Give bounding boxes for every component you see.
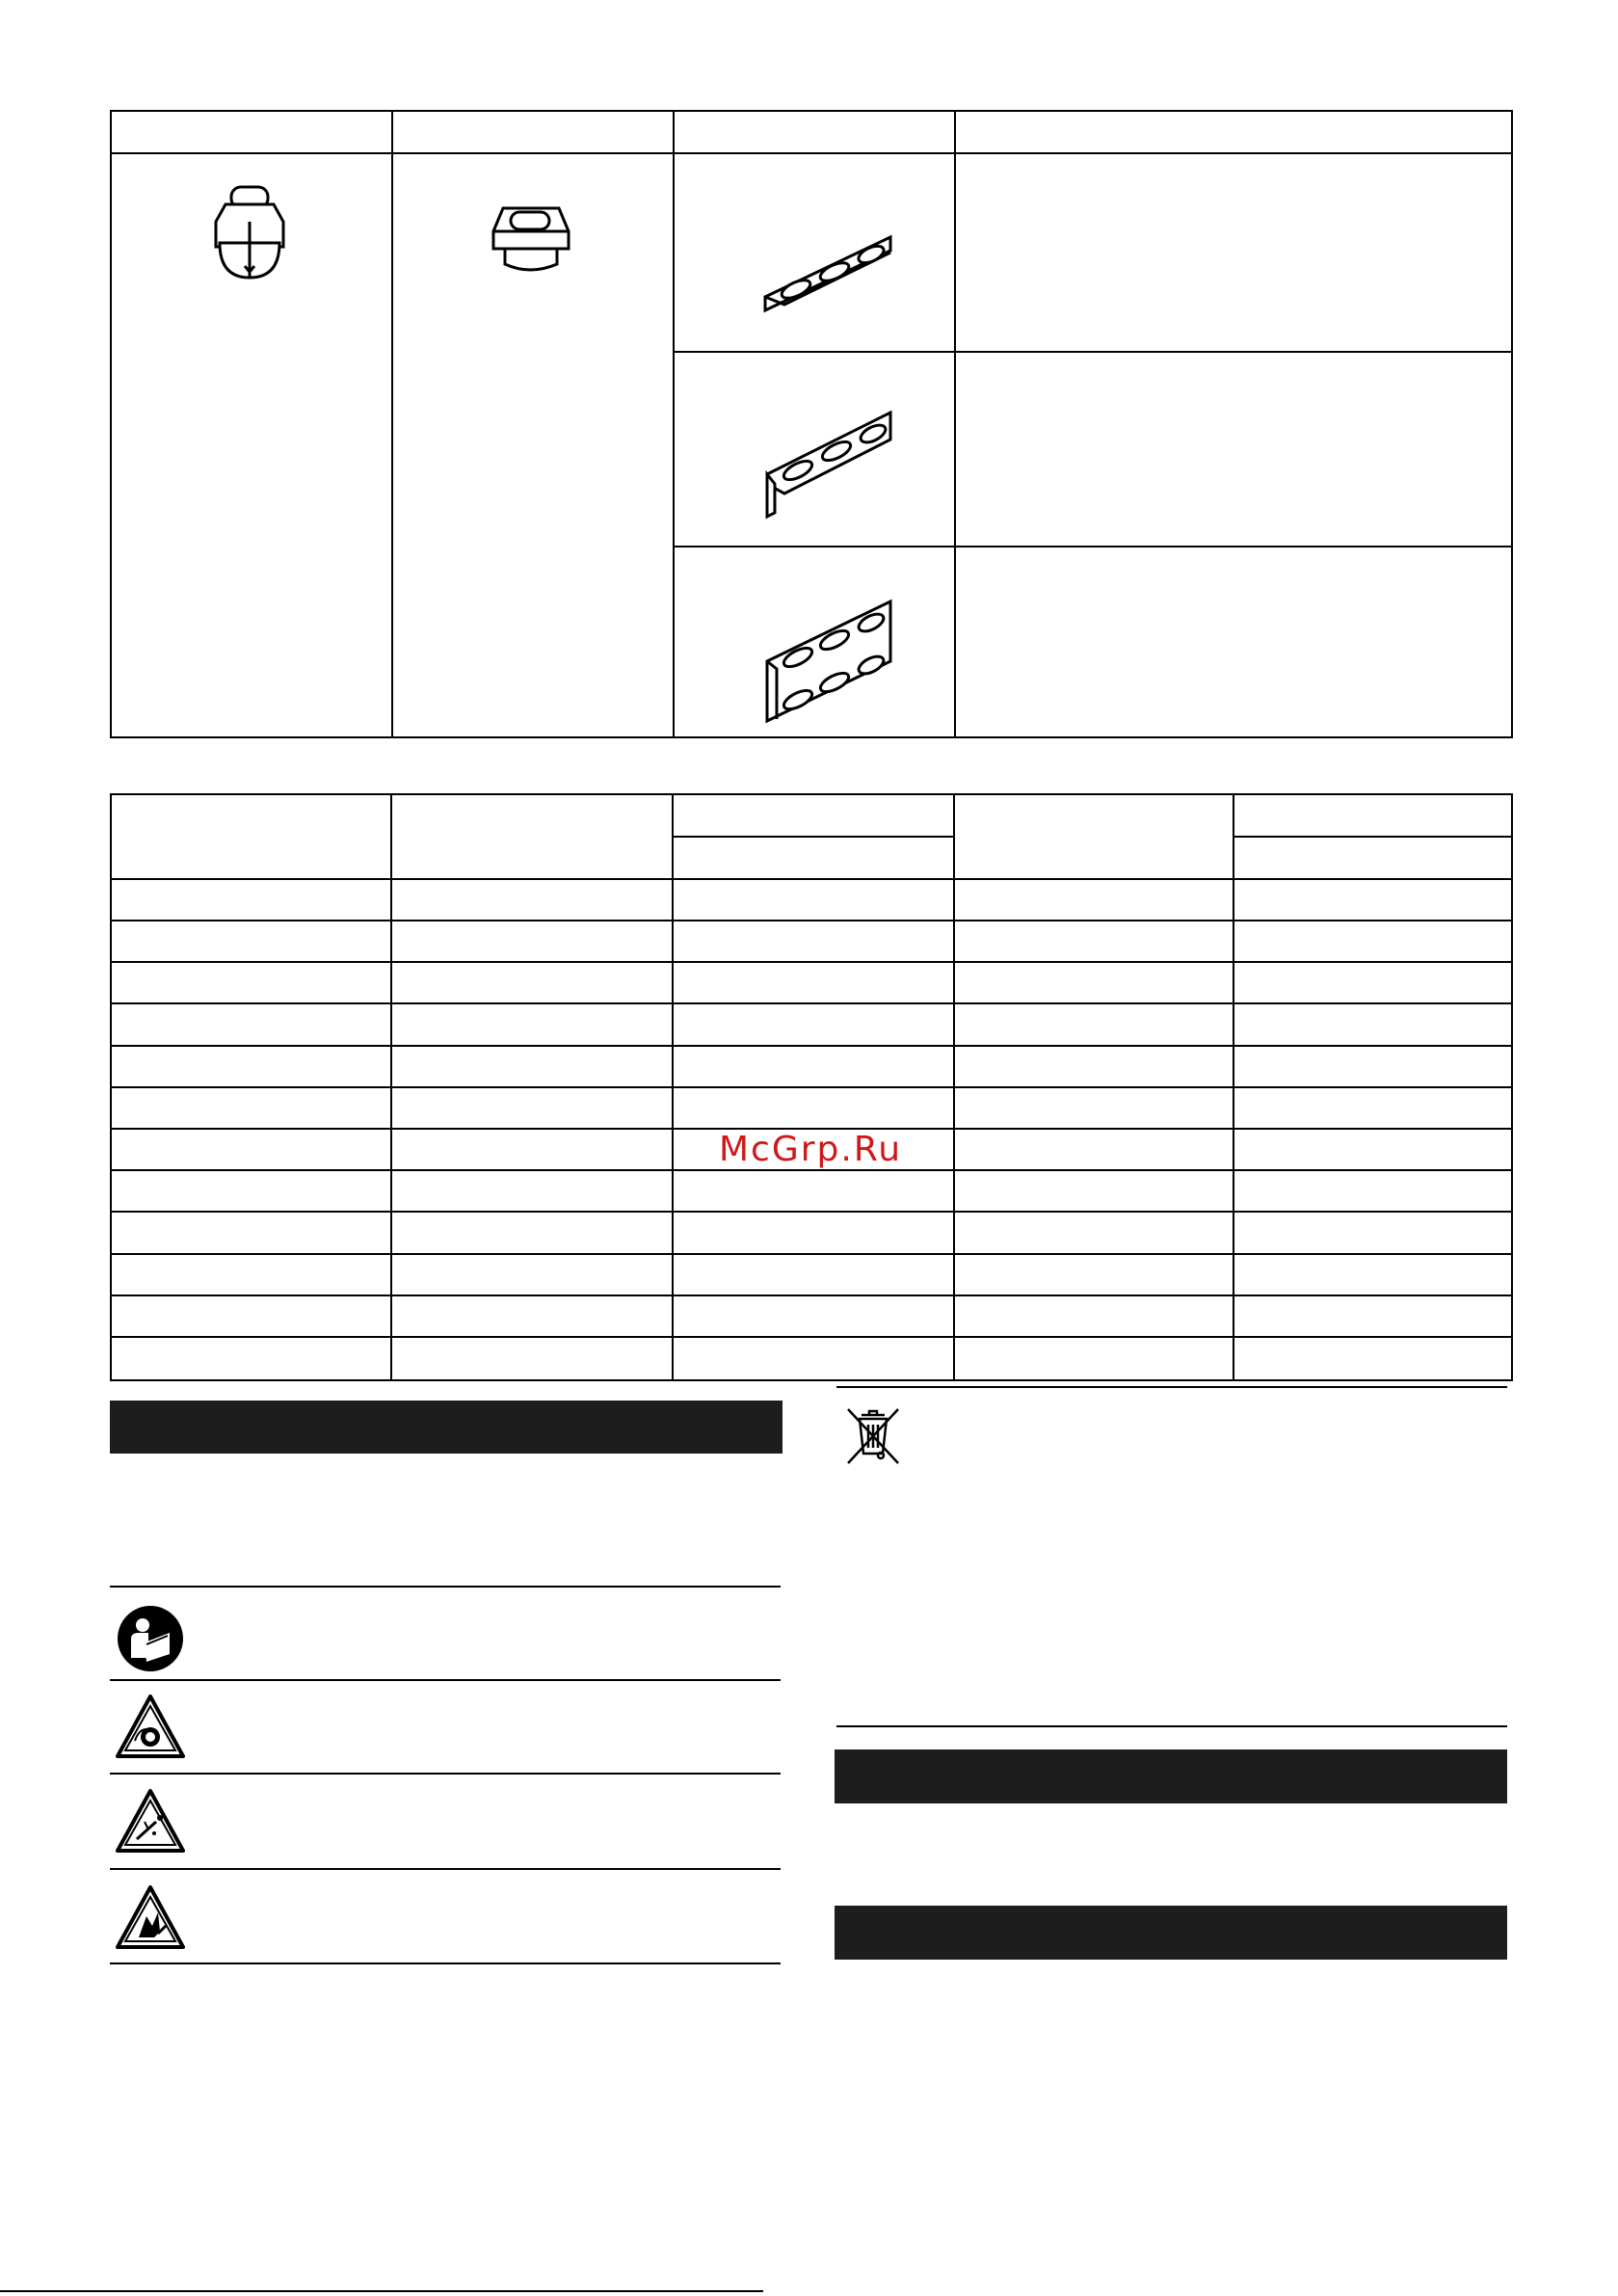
hex-nut-oval-slot-icon	[482, 189, 578, 285]
divider	[110, 1962, 781, 1964]
table-header-divider	[112, 152, 1511, 154]
table-column-divider	[391, 112, 393, 736]
wear-eye-protection-icon	[116, 1693, 185, 1762]
page-edge-line	[0, 2290, 763, 2292]
slotted-angle-bar-icon	[756, 401, 900, 526]
divider	[110, 1679, 781, 1681]
specification-table	[110, 793, 1513, 1381]
section-header-bar	[110, 1401, 782, 1454]
divider	[110, 1773, 781, 1775]
crossed-out-wheeled-bin-icon	[844, 1405, 902, 1467]
divider	[110, 1868, 781, 1870]
table-row-divider	[673, 351, 1511, 353]
table-row-divider	[673, 546, 1511, 547]
table-column-divider	[954, 112, 956, 736]
divider	[836, 1386, 1507, 1388]
hand-crush-warning-icon	[116, 1883, 185, 1953]
accessory-table	[110, 110, 1513, 738]
flying-debris-warning-icon	[116, 1787, 185, 1856]
divider	[110, 1586, 781, 1588]
table-column-divider	[673, 112, 675, 736]
read-manual-icon	[116, 1604, 185, 1673]
table-grid	[112, 795, 1511, 1379]
section-header-bar	[835, 1906, 1507, 1960]
slotted-u-channel-icon	[756, 594, 900, 729]
watermark: McGrp.Ru	[719, 1130, 903, 1169]
section-header-bar	[835, 1749, 1507, 1803]
divider	[836, 1725, 1507, 1727]
slotted-flat-bar-icon	[756, 208, 900, 324]
hex-nut-round-head-icon	[206, 183, 293, 289]
